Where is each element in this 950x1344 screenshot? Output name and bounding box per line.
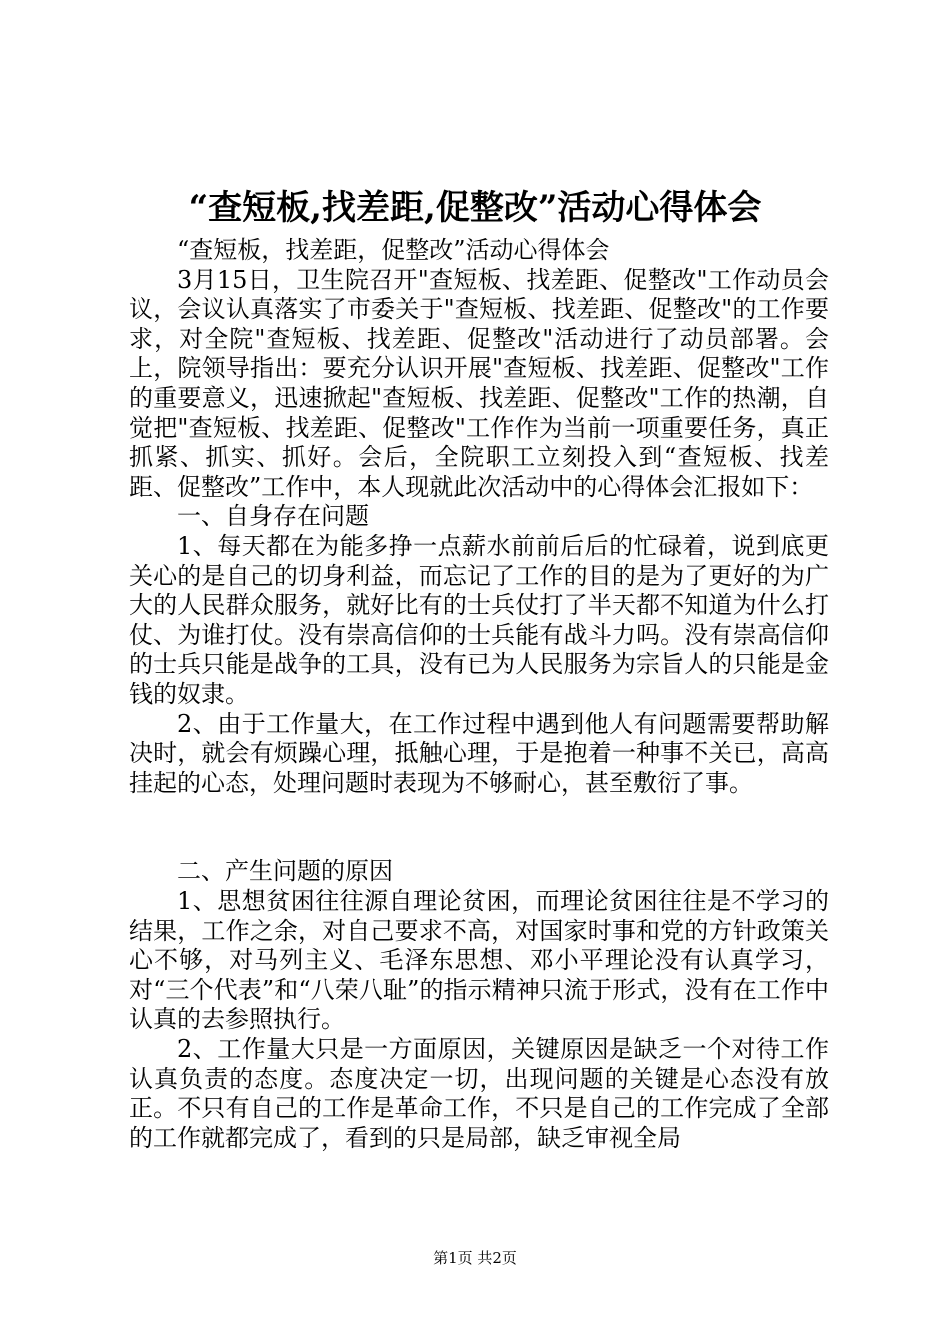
document-title: “查短板,找差距,促整改”活动心得体会 — [188, 188, 762, 228]
page-number-footer: 第1页 共2页 — [433, 1249, 517, 1267]
subtitle-paragraph: “查短板，找差距，促整改”活动心得体会 — [177, 236, 610, 264]
blank-line — [129, 798, 829, 857]
body-paragraph: 1、思想贫困往往源自理论贫困，而理论贫困往往是不学习的结果，工作之余，对自己要求不高，对国家时事和党的方针政策关心不够，对马列主义、毛泽东思想、邓小平理论没有认真学习，对“三个代表”和“八荣八耻”的指示精神只流于形式，没有在工作中认真的去参照执行。 — [129, 887, 829, 1034]
body-paragraph: 1、每天都在为能多挣一点薪水前前后后的忙碌着，说到底更关心的是自己的切身利益，而忘记了工作的目的是为了更好的为广大的人民群众服务，就好比有的士兵仗打了半天都不知道为什么打仗、为谁打仗。没有崇高信仰的士兵能有战斗力吗。没有崇高信仰的士兵只能是战争的工具，没有已为人民服务为宗旨人的只能是金钱的奴隶。 — [129, 531, 829, 708]
document-body — [129, 236, 829, 1153]
intro-paragraph: 3月15日，卫生院召开"查短板、找差距、促整改"工作动员会议，会议认真落实了市委关于"查短板、找差距、促整改"的工作要求，对全院"查短板、找差距、促整改"活动进行了动员部署。会上，院领导指出：要充分认识开展"查短板、找差距、促整改"工作的重要意义，迅速掀起"查短板、找差距、促整改"工作的热潮，自觉把"查短板、找差距、促整改"工作作为当前一项重要任务，真正抓紧、抓实、抓好。会后，全院职工立刻投入到“查短板、找差距、促整改”工作中，本人现就此次活动中的心得体会汇报如下： — [129, 265, 829, 501]
section-heading-1: 一、自身存在问题 — [177, 502, 369, 531]
section-heading-2: 二、产生问题的原因 — [177, 857, 393, 886]
body-paragraph: 2、由于工作量大，在工作过程中遇到他人有问题需要帮助解决时，就会有烦躁心理，抵触心理，于是抱着一种事不关已，高高挂起的心态，处理问题时表现为不够耐心，甚至敷衍了事。 — [129, 709, 829, 797]
body-paragraph: 2、工作量大只是一方面原因，关键原因是缺乏一个对待工作认真负责的态度。态度决定一切，出现问题的关键是心态没有放正。不只有自己的工作是革命工作，不只是自己的工作完成了全部的工作就都完成了，看到的只是局部，缺乏审视全局 — [129, 1035, 829, 1152]
